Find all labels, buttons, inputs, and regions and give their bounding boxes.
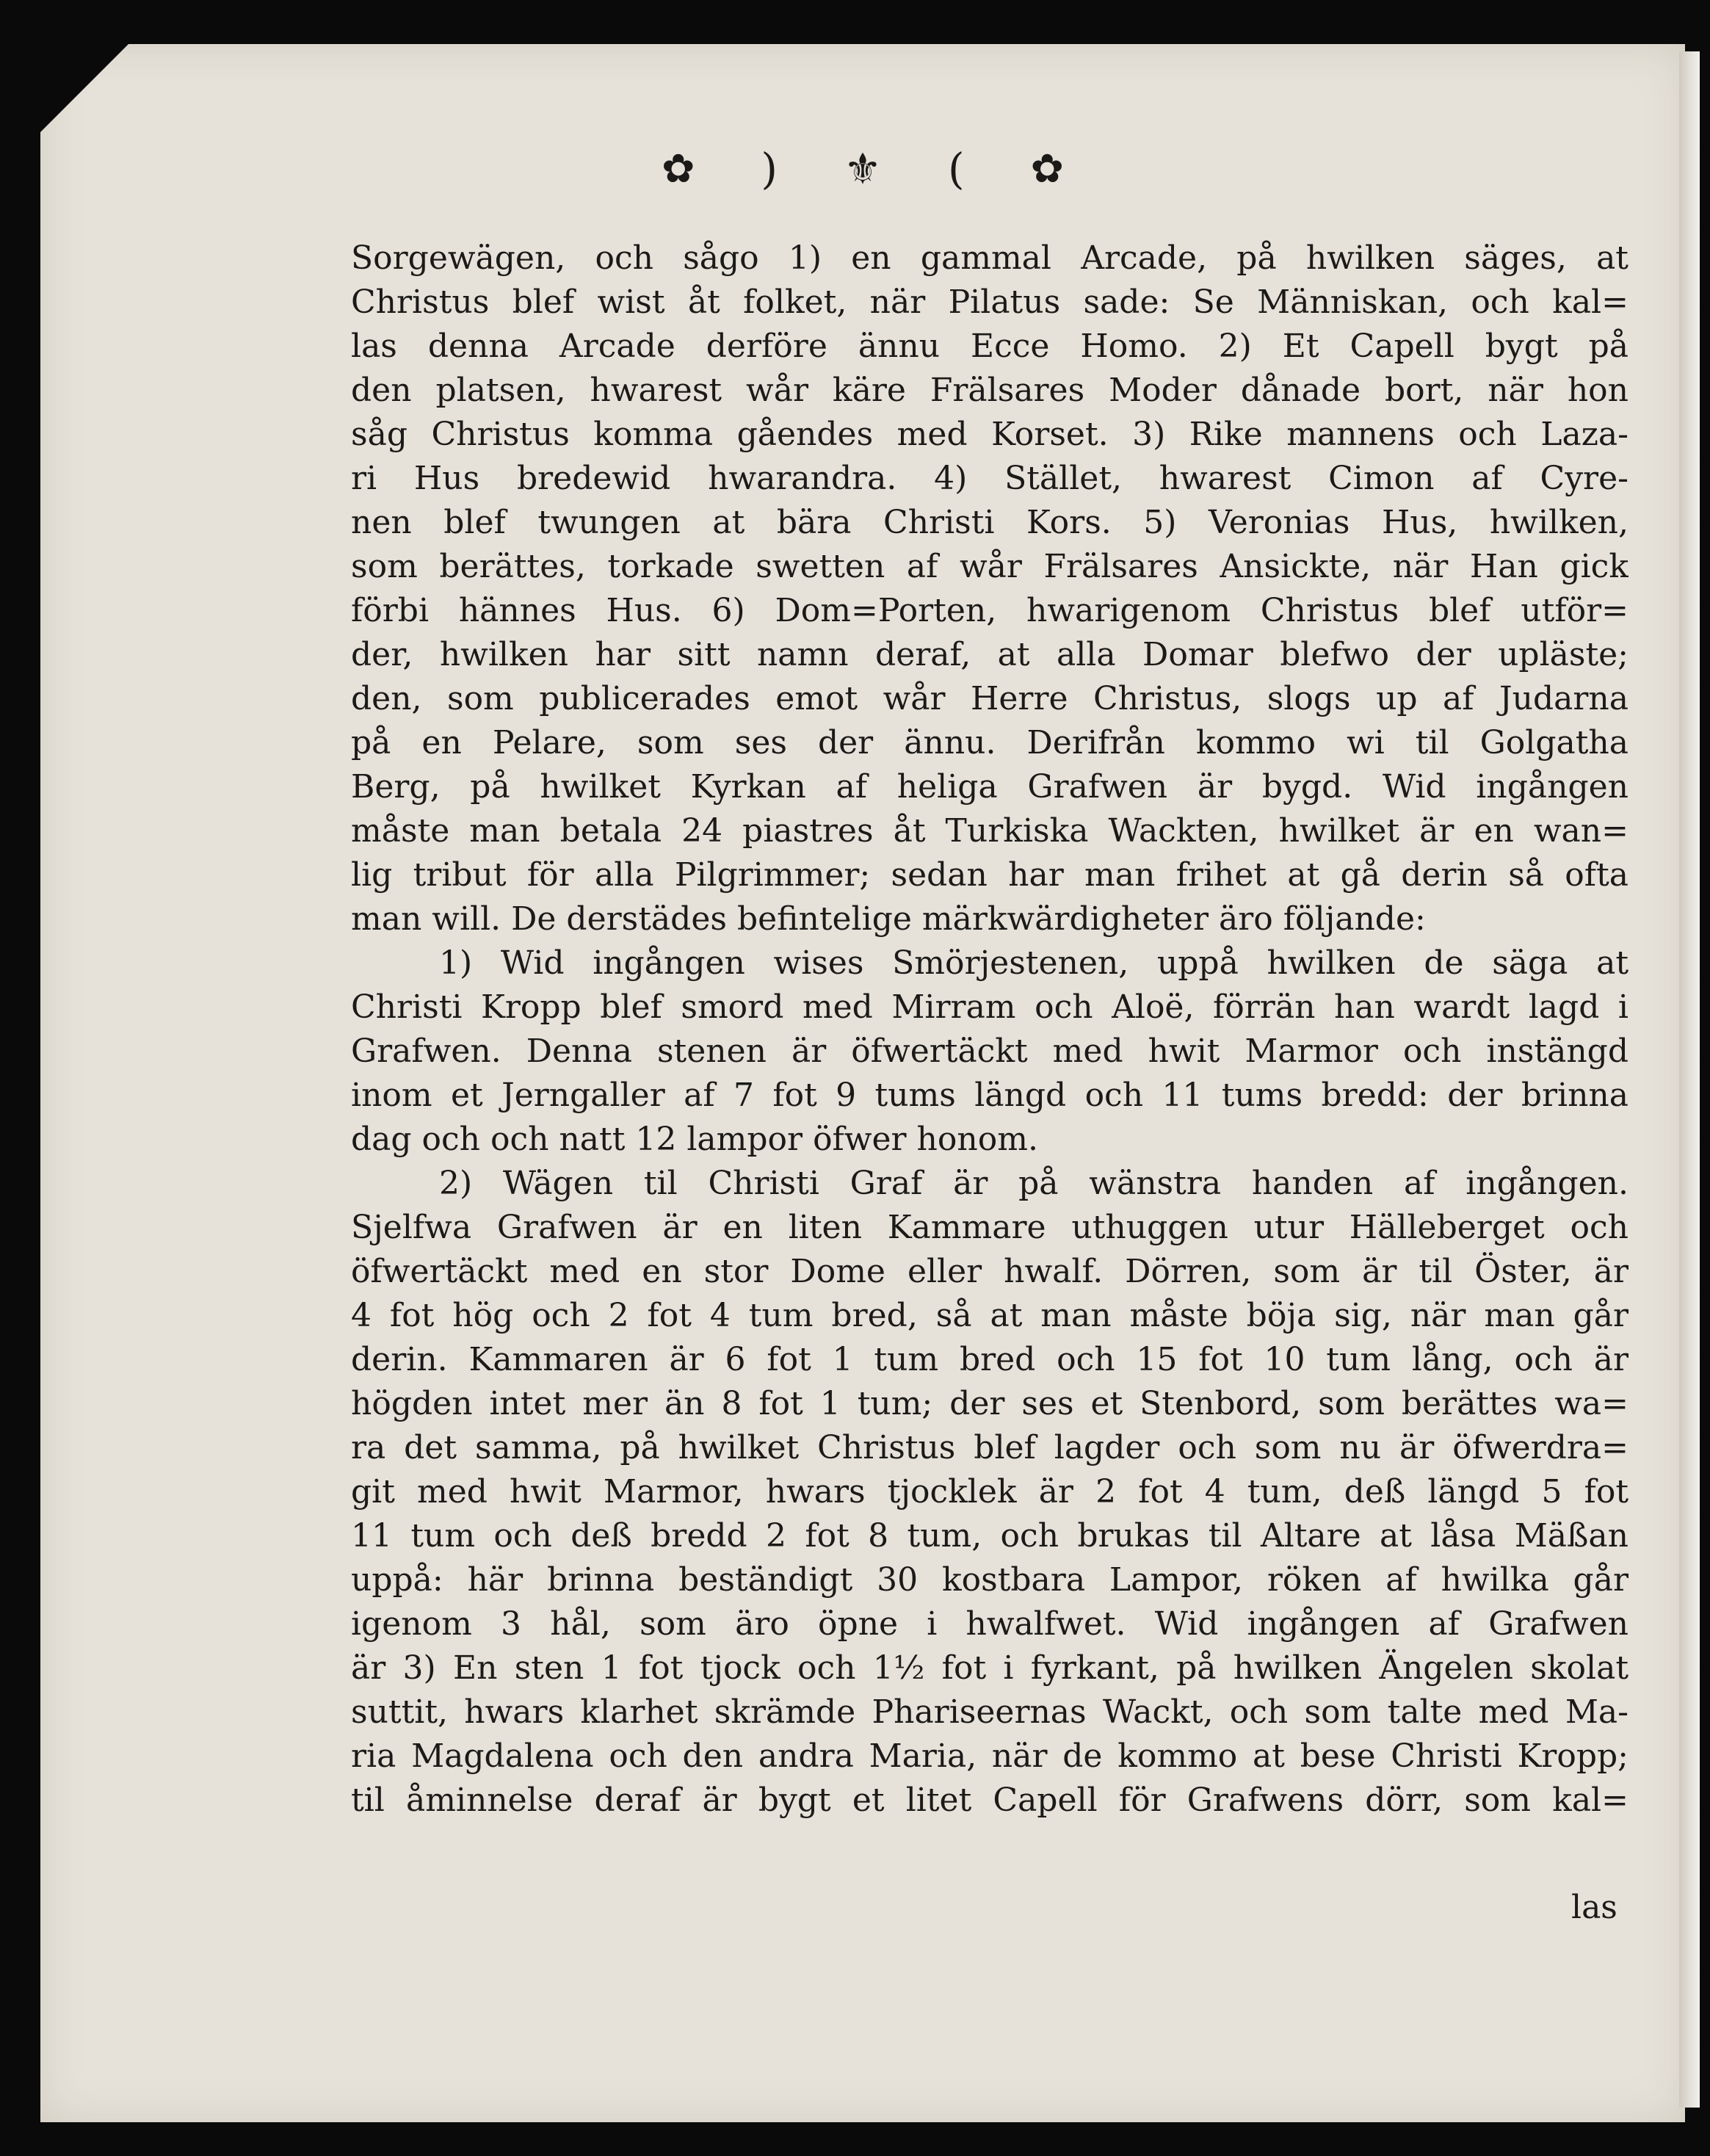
text-line: 11 tum och deß bredd 2 fot 8 tum, och brukas til Altare at låsa Mäßan: [351, 1517, 1629, 1555]
text-line: såg Christus komma gåendes med Korset. 3) Rike mannens och Laza-: [351, 416, 1629, 453]
text-line: man will. De derstädes befintelige märkwärdigheter äro följande:: [351, 900, 1426, 938]
text-line: Christus blef wist åt folket, när Pilatus sade: Se Människan, och kal=: [351, 283, 1629, 321]
rosette-left-icon: ✿: [662, 145, 695, 192]
page-corner-fold: [40, 44, 128, 132]
text-line: ria Magdalena och den andra Maria, när de kommo at bese Christi Kropp;: [351, 1737, 1629, 1775]
text-line: uppå: här brinna beständigt 30 kostbara Lampor, röken af hwilka går: [351, 1561, 1629, 1599]
text-line: högden intet mer än 8 fot 1 tum; der ses et Stenbord, som berättes wa=: [351, 1385, 1629, 1422]
text-line: lig tribut för alla Pilgrimmer; sedan har man frihet at gå derin så ofta: [351, 856, 1629, 894]
page-edge: [1679, 51, 1700, 2108]
text-line: 2) Wägen til Christi Graf är på wänstra handen af ingången.: [439, 1165, 1629, 1202]
text-line: måste man betala 24 piastres åt Turkiska Wackten, hwilket är en wan=: [351, 812, 1629, 850]
text-line: til åminnelse deraf är bygt et litet Capell för Grafwens dörr, som kal=: [351, 1781, 1629, 1819]
text-line: ra det samma, på hwilket Christus blef lagder och som nu är öfwerdra=: [351, 1429, 1629, 1466]
text-line: förbi hännes Hus. 6) Dom=Porten, hwarigenom Christus blef utför=: [351, 592, 1629, 629]
fleur-de-lis-icon: ⚜: [844, 144, 882, 194]
text-line: nen blef twungen at bära Christi Kors. 5) Veronias Hus, hwilken,: [351, 504, 1629, 541]
rosette-right-icon: ✿: [1030, 145, 1064, 192]
text-line: Sjelfwa Grafwen är en liten Kammare uthuggen utur Hälleberget och: [351, 1209, 1629, 1246]
catchword: las: [1571, 1889, 1617, 1926]
text-line: Sorgewägen, och sågo 1) en gammal Arcade, på hwilken säges, at: [351, 239, 1629, 277]
text-line: inom et Jerngaller af 7 fot 9 tums längd och 11 tums bredd: der brinna: [351, 1077, 1629, 1114]
text-line: git med hwit Marmor, hwars tjocklek är 2 fot 4 tum, deß längd 5 fot: [351, 1473, 1629, 1511]
text-line: på en Pelare, som ses der ännu. Derifrån kommo wi til Golgatha: [351, 724, 1629, 762]
text-line: derin. Kammaren är 6 fot 1 tum bred och 15 fot 10 tum lång, och är: [351, 1341, 1629, 1378]
text-line: den, som publicerades emot wår Herre Christus, slogs up af Judarna: [351, 680, 1629, 717]
right-paren: (: [948, 144, 965, 194]
text-line: 1) Wid ingången wises Smörjestenen, uppå hwilken de säga at: [439, 944, 1629, 982]
page-header-ornaments: [40, 136, 1685, 202]
text-line: Berg, på hwilket Kyrkan af heliga Grafwen är bygd. Wid ingången: [351, 768, 1629, 806]
text-line: igenom 3 hål, som äro öpne i hwalfwet. Wid ingången af Grafwen: [351, 1605, 1629, 1643]
text-line: dag och och natt 12 lampor öfwer honom.: [351, 1121, 1038, 1158]
text-line: som berättes, torkade swetten af wår Frälsares Ansickte, när Han gick: [351, 548, 1629, 585]
text-line: den platsen, hwarest wår käre Frälsares Moder dånade bort, när hon: [351, 372, 1629, 409]
text-line: är 3) En sten 1 fot tjock och 1½ fot i fyrkant, på hwilken Ängelen skolat: [351, 1649, 1629, 1687]
text-line: las denna Arcade derföre ännu Ecce Homo. 2) Et Capell bygt på: [351, 328, 1629, 365]
body-text: [351, 236, 1629, 1823]
text-line: 4 fot hög och 2 fot 4 tum bred, så at man måste böja sig, när man går: [351, 1297, 1629, 1334]
text-line: öfwertäckt med en stor Dome eller hwalf. Dörren, som är til Öster, är: [351, 1253, 1629, 1290]
text-line: Grafwen. Denna stenen är öfwertäckt med hwit Marmor och instängd: [351, 1032, 1629, 1070]
text-line: suttit, hwars klarhet skrämde Phariseernas Wackt, och som talte med Ma-: [351, 1693, 1629, 1731]
text-line: ri Hus bredewid hwarandra. 4) Stället, hwarest Cimon af Cyre-: [351, 460, 1629, 497]
text-line: Christi Kropp blef smord med Mirram och Aloë, förrän han wardt lagd i: [351, 988, 1629, 1026]
left-paren: ): [761, 144, 778, 194]
text-line: der, hwilken har sitt namn deraf, at alla Domar blefwo der upläste;: [351, 636, 1629, 673]
book-page: [40, 44, 1685, 2122]
